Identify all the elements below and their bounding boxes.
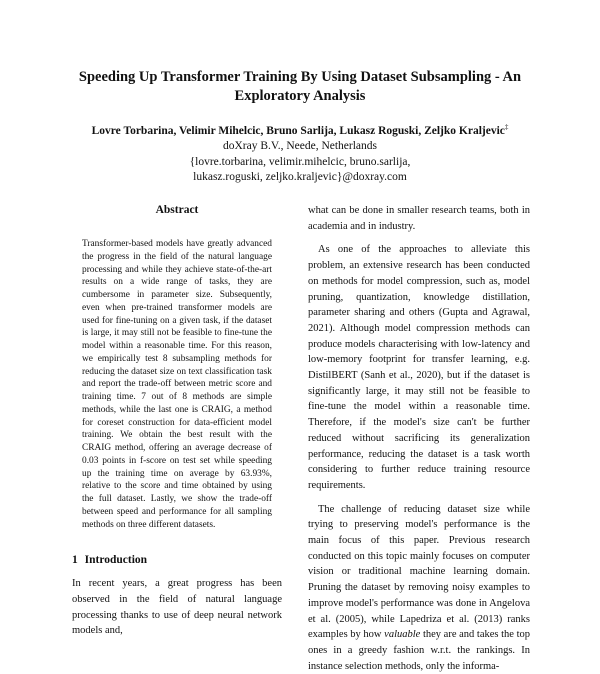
section-heading-introduction (72, 553, 282, 568)
abstract-text: Transformer-based models have greatly advanced the progress in the field of the natural language processing and while they achieve state-of-the-art results on a wide range of tasks, they are cumbersome in parameter size. Subsequently, even when pre-trained transformer models are used for fine-tuning on a given task, if the dataset is large, it may still not be feasible to fine-tune the model within a reasonable time. For this reason, we empirically test 8 subsampling methods for reducing the dataset size on text classification task and report the trade-off between metric score and training time. 7 out of 8 methods are simple methods, while the last one is CRAIG, a method for coreset construction for data-efficient model training. We obtain the best result with the CRAIG method, offering an average decrease of 0.03 points in f-score on test set while speeding up the training time on average by 63.93%, relative to the score and time obtained by using the full dataset. Lastly, we show the trade-off between speed and performance for all sampling methods on three different datasets. (82, 239, 272, 530)
section-title: Introduction (84, 554, 148, 567)
paragraph-text-a: The challenge of reducing dataset size while trying to preserving model's performance is the main focus of this paper. Previous research conducted on this topic mainly focuses on computer vision or traditional machine learning domain. Pruning the dataset by removing noisy examples to improve model's performance was done in Angelova et al. (2005), while Lapedriza et al. (2013) ranks examples by how (308, 503, 530, 641)
left-column (72, 203, 282, 639)
email-line-2: lukasz.roguski, zeljko.kraljevic}@doxray.com (193, 171, 407, 184)
abstract-heading: Abstract (155, 204, 199, 216)
author-block (60, 120, 540, 186)
paragraph-text-b: they are and takes the top ones in a greedy fashion w.r.t. the rankings. In instance selection methods, only the informa- (308, 629, 530, 672)
section-number: 1 (72, 554, 78, 567)
author-names: Lovre Torbarina, Velimir Mihelcic, Bruno Sarlija, Lukasz Roguski, Zeljko Kraljevic (91, 124, 505, 137)
emphasis-valuable: valuable (384, 629, 421, 641)
affiliation-mark: ‡ (504, 123, 509, 131)
paragraph-model-compression: As one of the approaches to alleviate this problem, an extensive research has been conducted on methods for model compression, such as, model pruning, quantization, knowledge distillation, parameter sharing and others (Gupta and Agrawal, 2021). Although model compression methods can produce models characterising with low-latency and low-memory footprint for transfer learning, e.g. DistilBERT (Sanh et al., 2020), but if the dataset is significantly large, it may still not be feasible to fine-tune the model within a reasonable time. Therefore, if the model's size can't be further reduced without sacrificing its generalization performance, reducing the dataset is a task worth considering to further reduce training resource requirements. (308, 244, 530, 491)
paragraph-dataset-reduction (308, 502, 530, 674)
author-names-line (60, 120, 540, 139)
email-line-1: {lovre.torbarina, velimir.mihelcic, bruno.sarlija, (189, 155, 411, 168)
right-column (308, 203, 530, 674)
affiliation: doXray B.V., Neede, Netherlands (222, 140, 378, 153)
intro-paragraph: In recent years, a great progress has been observed in the field of natural language processing thanks to use of deep neural network models and, (72, 578, 282, 637)
paper-title: Speeding Up Transformer Training By Using Dataset Subsampling - An Exploratory Analysis (78, 69, 522, 104)
paragraph-continued: what can be done in smaller research teams, both in academia and in industry. (308, 205, 530, 232)
